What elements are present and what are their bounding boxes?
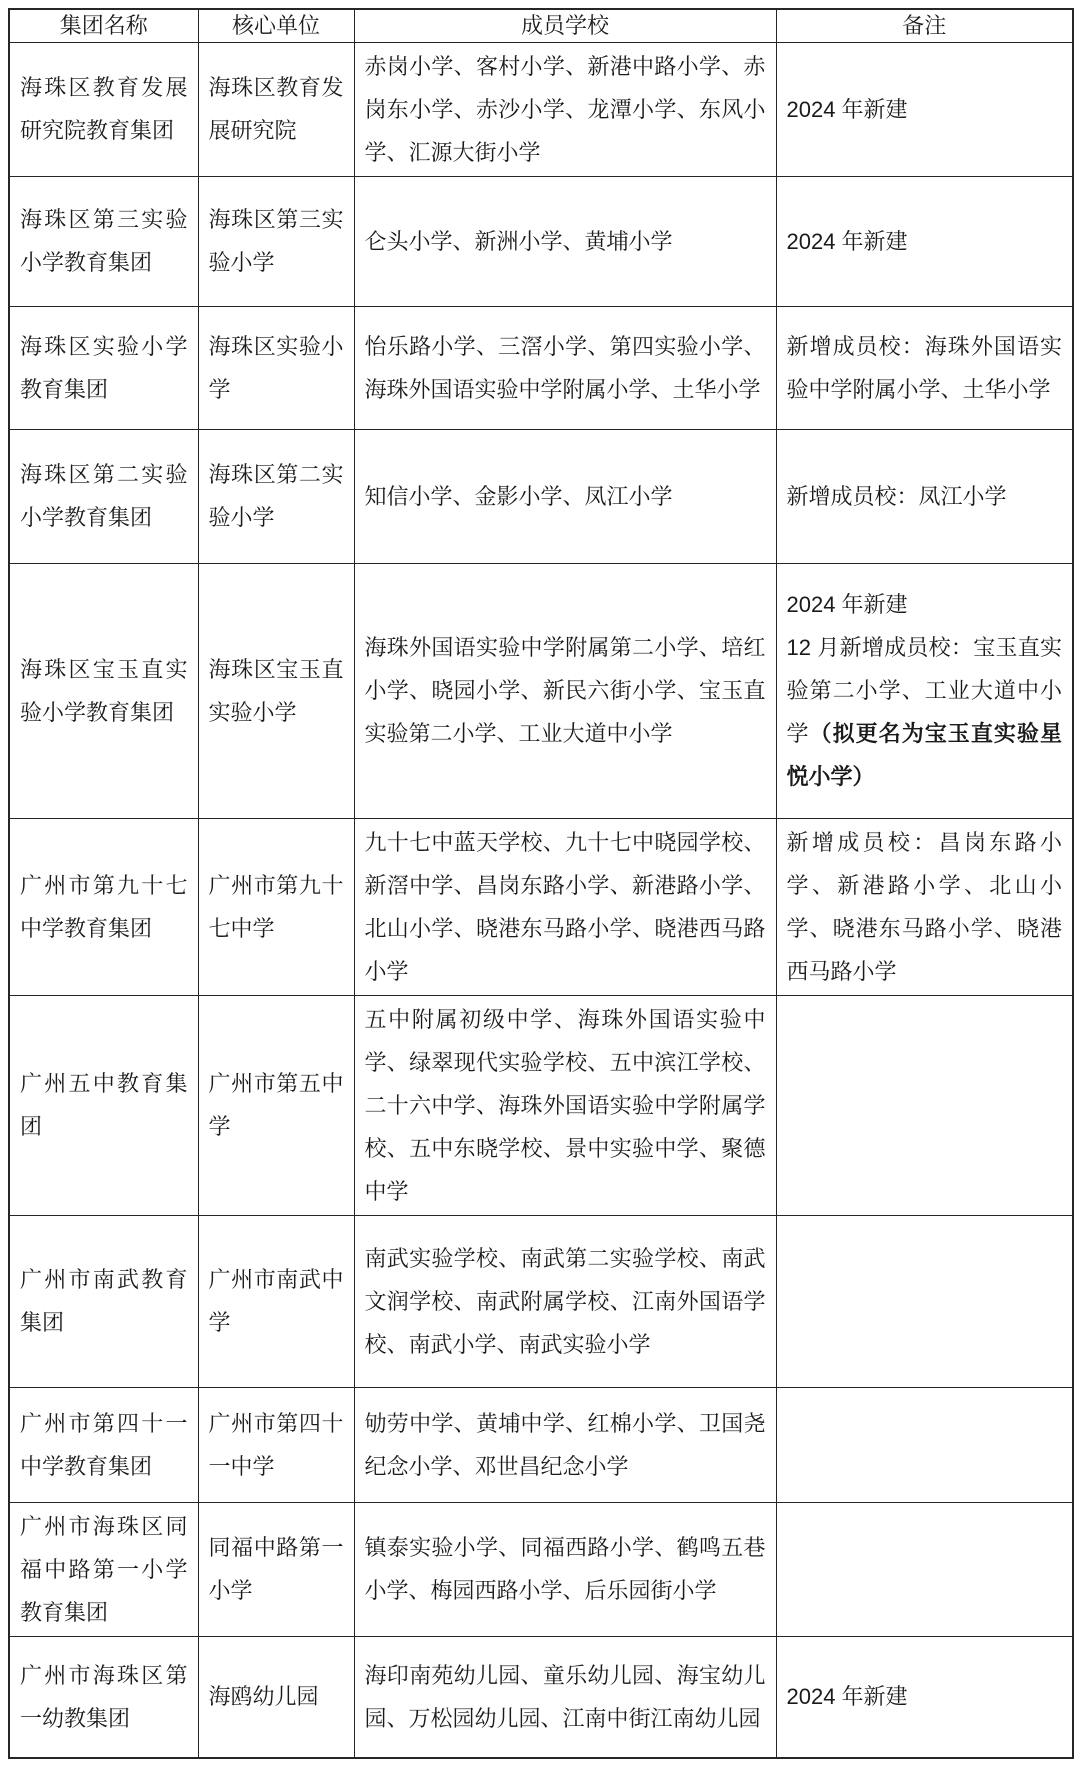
table-row: [9, 995, 1073, 1215]
table-row: [9, 42, 1073, 176]
remark-line: [787, 88, 1063, 131]
member-schools-cell: 九十七中蓝天学校、九十七中晓园学校、新滘中学、昌岗东路小学、新港路小学、北山小学、晓港东马路小学、晓港西马路小学: [354, 818, 776, 995]
education-groups-table: [8, 8, 1074, 1759]
table-row: [9, 818, 1073, 995]
group-name-cell: 广州市海珠区同福中路第一小学教育集团: [9, 1502, 198, 1636]
column-header-core-unit: 核心单位: [198, 9, 354, 42]
core-unit-cell: 海珠区第二实验小学: [198, 429, 354, 563]
group-name-cell: 海珠区第三实验小学教育集团: [9, 176, 198, 306]
remark-cell: [776, 995, 1073, 1215]
remark-text: 2024 年新建: [786, 228, 908, 254]
core-unit-cell: 广州市第五中学: [198, 995, 354, 1215]
remark-cell: [776, 1636, 1073, 1758]
remark-cell: [776, 42, 1073, 176]
group-name-cell: 海珠区宝玉直实验小学教育集团: [9, 563, 198, 818]
remark-text: 新增成员校：凤江小学: [786, 483, 1007, 509]
table-row: [9, 306, 1073, 429]
table-row: [9, 1636, 1073, 1758]
remark-text: 2024 年新建: [786, 96, 908, 122]
remark-text-bold: （拟更名为宝玉直实验星悦小学）: [786, 721, 1062, 789]
table-row: [9, 429, 1073, 563]
remark-cell: [776, 429, 1073, 563]
core-unit-cell: 同福中路第一小学: [198, 1502, 354, 1636]
core-unit-cell: 广州市南武中学: [198, 1215, 354, 1387]
group-name-cell: 广州市海珠区第一幼教集团: [9, 1636, 198, 1758]
table-header: [9, 9, 1073, 42]
column-header-remark: 备注: [776, 9, 1073, 42]
table-body: [9, 42, 1073, 1758]
table-row: [9, 1502, 1073, 1636]
member-schools-cell: 怡乐路小学、三滘小学、第四实验小学、海珠外国语实验中学附属小学、土华小学: [354, 306, 776, 429]
core-unit-cell: 广州市第四十一中学: [198, 1387, 354, 1502]
remark-line: [787, 626, 1063, 798]
core-unit-cell: 海珠区宝玉直实验小学: [198, 563, 354, 818]
remark-line: [787, 583, 1063, 626]
remark-cell: [776, 1215, 1073, 1387]
core-unit-cell: 广州市第九十七中学: [198, 818, 354, 995]
remark-line: [787, 1675, 1063, 1718]
group-name-cell: 海珠区教育发展研究院教育集团: [9, 42, 198, 176]
core-unit-cell: 海珠区教育发展研究院: [198, 42, 354, 176]
remark-cell: [776, 1502, 1073, 1636]
remark-cell: [776, 563, 1073, 818]
table-row: [9, 1215, 1073, 1387]
table-row: [9, 563, 1073, 818]
member-schools-cell: 仑头小学、新洲小学、黄埔小学: [354, 176, 776, 306]
remark-cell: [776, 818, 1073, 995]
member-schools-cell: 南武实验学校、南武第二实验学校、南武文润学校、南武附属学校、江南外国语学校、南武小学、南武实验小学: [354, 1215, 776, 1387]
remark-line: [787, 475, 1063, 518]
remark-text: 2024 年新建: [786, 592, 908, 617]
member-schools-cell: 五中附属初级中学、海珠外国语实验中学、绿翠现代实验学校、五中滨江学校、二十六中学、海珠外国语实验中学附属学校、五中东晓学校、景中实验中学、聚德中学: [354, 995, 776, 1215]
group-name-cell: 海珠区实验小学教育集团: [9, 306, 198, 429]
group-name-cell: 广州市第四十一中学教育集团: [9, 1387, 198, 1502]
group-name-cell: 海珠区第二实验小学教育集团: [9, 429, 198, 563]
remark-text: 新增成员校：海珠外国语实验中学附属小学、土华小学: [786, 333, 1062, 402]
group-name-cell: 广州市南武教育集团: [9, 1215, 198, 1387]
member-schools-cell: 海珠外国语实验中学附属第二小学、培红小学、晓园小学、新民六街小学、宝玉直实验第二小学、工业大道中小学: [354, 563, 776, 818]
group-name-cell: 广州市第九十七中学教育集团: [9, 818, 198, 995]
remark-cell: [776, 1387, 1073, 1502]
remark-line: [787, 821, 1063, 993]
member-schools-cell: 镇泰实验小学、同福西路小学、鹤鸣五巷小学、梅园西路小学、后乐园街小学: [354, 1502, 776, 1636]
header-row: [9, 9, 1073, 42]
column-header-group-name: 集团名称: [9, 9, 198, 42]
group-name-cell: 广州五中教育集团: [9, 995, 198, 1215]
remark-text: 新增成员校：昌岗东路小学、新港路小学、北山小学、晓港东马路小学、晓港西马路小学: [786, 829, 1062, 984]
table-row: [9, 1387, 1073, 1502]
remark-line: [787, 220, 1063, 263]
member-schools-cell: 知信小学、金影小学、凤江小学: [354, 429, 776, 563]
remark-text: 12 月新增成员校：宝玉直实验第二小学、工业大道中小学: [786, 635, 1062, 746]
member-schools-cell: 劬劳中学、黄埔中学、红棉小学、卫国尧纪念小学、邓世昌纪念小学: [354, 1387, 776, 1502]
remark-cell: [776, 306, 1073, 429]
core-unit-cell: 海珠区第三实验小学: [198, 176, 354, 306]
column-header-member-schools: 成员学校: [354, 9, 776, 42]
member-schools-cell: 海印南苑幼儿园、童乐幼儿园、海宝幼儿园、万松园幼儿园、江南中街江南幼儿园: [354, 1636, 776, 1758]
remark-cell: [776, 176, 1073, 306]
member-schools-cell: 赤岗小学、客村小学、新港中路小学、赤岗东小学、赤沙小学、龙潭小学、东风小学、汇源大街小学: [354, 42, 776, 176]
remark-line: [787, 325, 1063, 411]
table-row: [9, 176, 1073, 306]
core-unit-cell: 海鸥幼儿园: [198, 1636, 354, 1758]
core-unit-cell: 海珠区实验小学: [198, 306, 354, 429]
remark-text: 2024 年新建: [786, 1684, 908, 1710]
